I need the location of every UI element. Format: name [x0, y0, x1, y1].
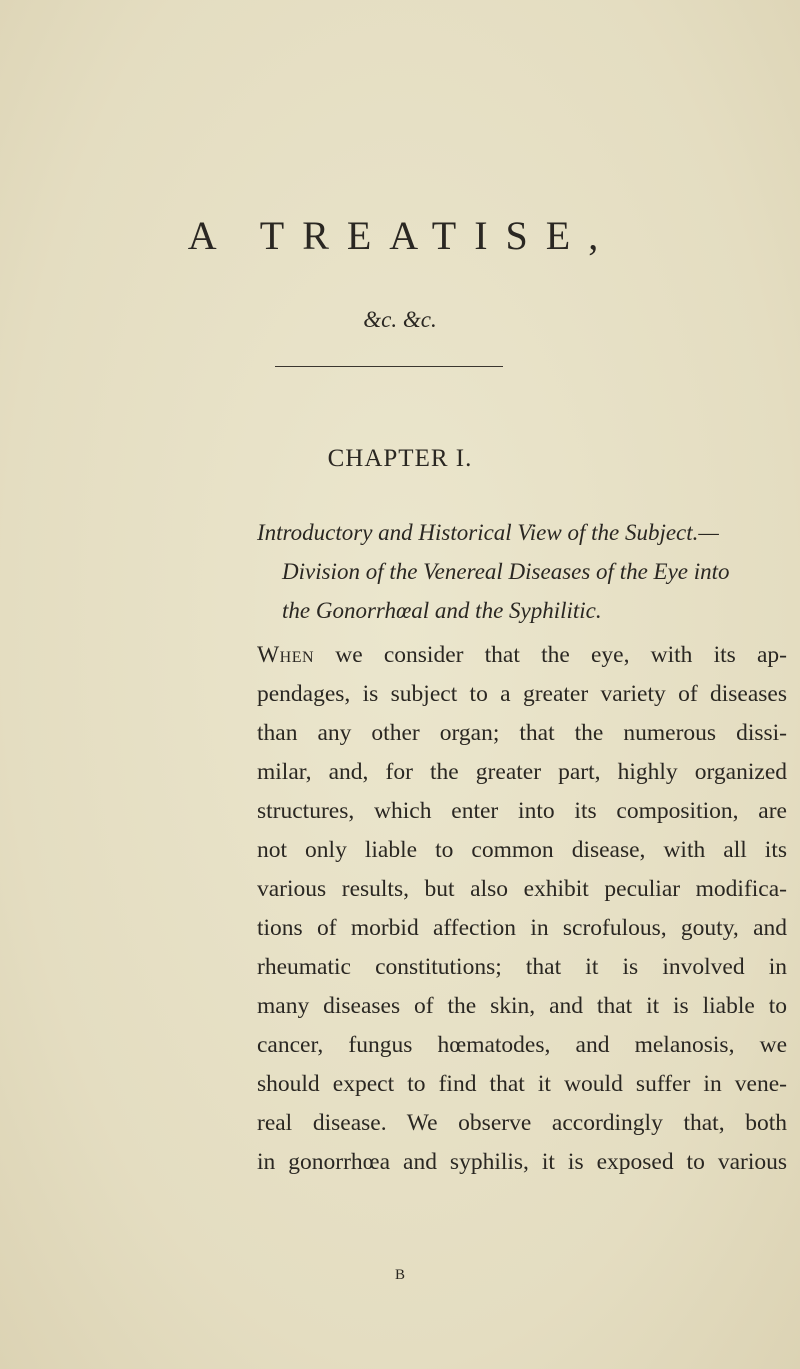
body-line [257, 636, 787, 675]
chapter-summary-line: Introductory and Historical View of the Subject.— [257, 520, 719, 545]
body-line: than any other organ; that the numerous dissi- [257, 720, 787, 746]
body-line: many diseases of the skin, and that it is liable to [257, 993, 787, 1019]
body-line: should expect to find that it would suffer in vene- [257, 1071, 787, 1097]
body-line: tions of morbid affection in scrofulous, gouty, and [257, 915, 787, 941]
running-title: A TREATISE, [187, 213, 617, 258]
subtitle: &c. &c. [363, 307, 437, 332]
body-line-text: we consider that the eye, with its ap- [314, 642, 787, 668]
body-line: in gonorrhœa and syphilis, it is exposed to various [257, 1149, 787, 1175]
body-line: cancer, fungus hœmatodes, and melanosis, we [257, 1032, 787, 1058]
body-line: structures, which enter into its composition, are [257, 798, 787, 824]
signature-mark: B [394, 1267, 405, 1283]
body-line: not only liable to common disease, with all its [257, 837, 787, 863]
body-line: various results, but also exhibit peculiar modifica- [257, 876, 787, 902]
divider-rule [275, 366, 503, 367]
chapter-summary-line: Division of the Venereal Diseases of the Eye into [282, 559, 730, 584]
body-line: milar, and, for the greater part, highly organized [257, 759, 787, 785]
chapter-summary-line: the Gonorrhœal and the Syphilitic. [282, 598, 602, 623]
body-line: real disease. We observe accordingly that, both [257, 1110, 787, 1136]
body-paragraph [257, 636, 787, 1182]
chapter-heading: CHAPTER I. [327, 445, 473, 472]
chapter-summary [257, 513, 789, 630]
body-lead-word: When [257, 642, 315, 668]
body-line: rheumatic constitutions; that it is involved in [257, 954, 787, 980]
body-line: pendages, is subject to a greater variety of diseases [257, 681, 787, 707]
